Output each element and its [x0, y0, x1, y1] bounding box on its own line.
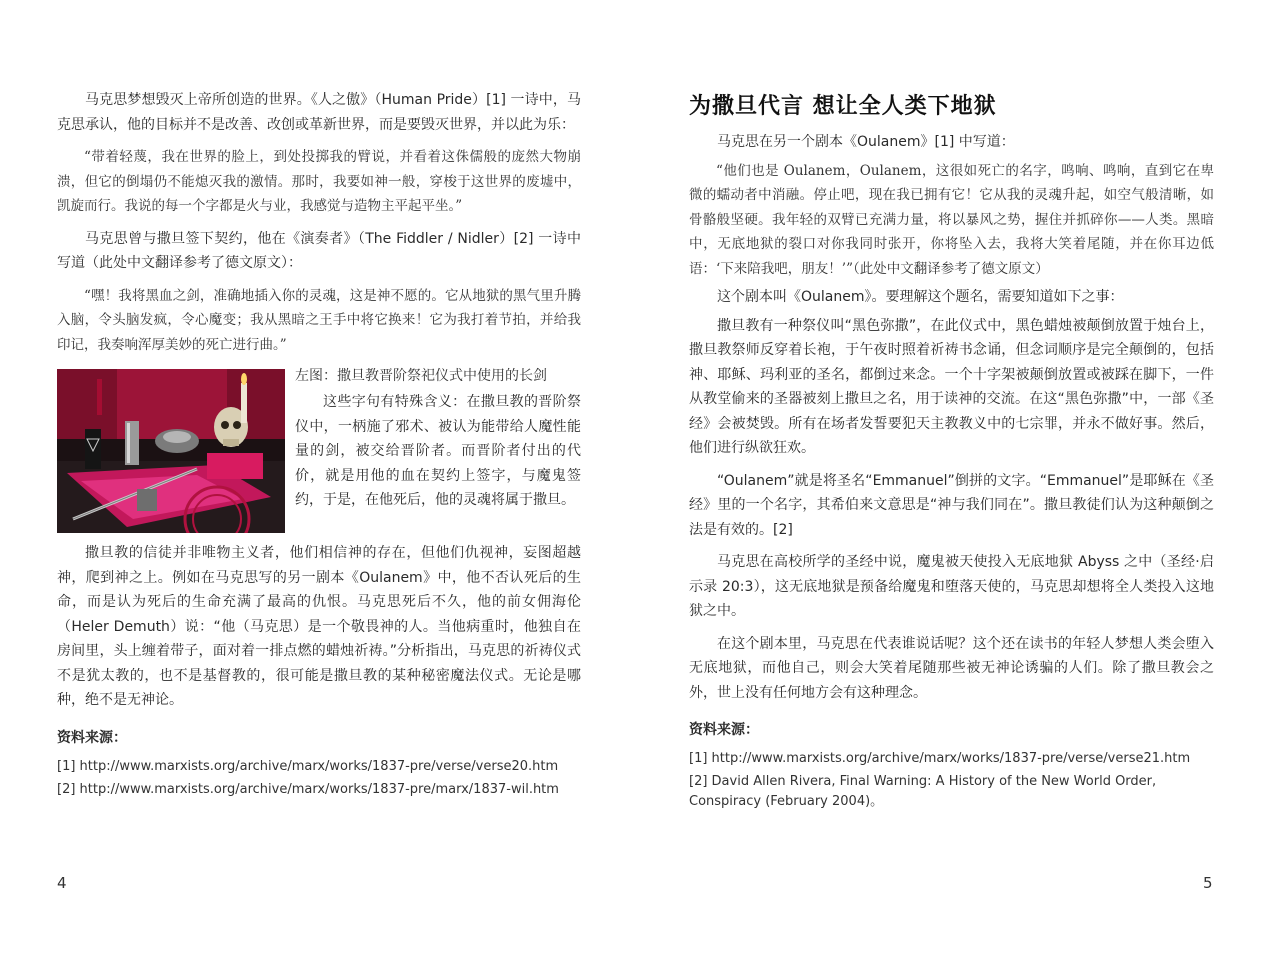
left-page: [0, 0, 632, 978]
source-link[interactable]: [2] http://www.marxists.org/archive/marx/works/1837-pre/marx/1837-wil.htm: [57, 781, 559, 797]
section-heading: 为撒旦代言 想让全人类下地狱: [689, 94, 997, 119]
paragraph: “Oulanem”就是将圣名“Emmanuel”倒拼的文字。“Emmanuel”是耶稣在《圣经》里的一个名字，其希伯来文意思是“神与我们同在”。撒旦教徒们认为这种颠倒之法是有效的。[2]: [689, 472, 1214, 538]
figure-side-text: [295, 365, 581, 533]
figure-caption: 左图：撒旦教晋阶祭祀仪式中使用的长剑: [295, 368, 547, 384]
right-page-content: [689, 88, 1214, 812]
sources-title: 资料来源：: [57, 729, 127, 746]
left-page-content: [57, 88, 581, 800]
paragraph: 马克思在高校所学的圣经中说，魔鬼被天使投入无底地狱 Abyss 之中（圣经·启示录 20:3），这无底地狱是预备给魔鬼和堕落天使的，马克思却想将全人类投入这地狱之中。: [689, 554, 1214, 619]
figure-block: [57, 365, 581, 533]
source-link[interactable]: [1] http://www.marxists.org/archive/marx/works/1837-pre/verse/verse21.htm: [689, 751, 1191, 766]
paragraph: 在这个剧本里，马克思在代表谁说话呢？这个还在读书的年轻人梦想人类会堕入无底地狱，而他自己，则会大笑着尾随那些被无神论诱骗的人们。除了撒旦教会之外，世上没有任何地方会有这种理念。: [689, 635, 1214, 701]
paragraph: 这个剧本叫《Oulanem》。要理解这个题名，需要知道如下之事：: [717, 289, 1124, 305]
page-number: 5: [1203, 874, 1213, 892]
source-reference: [2] David Allen Rivera, Final Warning: A History of the New World Order, Conspiracy (February 2004)。: [689, 774, 1157, 809]
paragraph: 马克思梦想毁灭上帝所创造的世界。《人之傲》（Human Pride）[1] 一诗中，马克思承认，他的目标并不是改善、改创或革新世界，而是要毁灭世界，并以此为乐：: [57, 92, 581, 133]
sources-title: 资料来源：: [689, 722, 759, 738]
poem-quote: “他们也是 Oulanem，Oulanem，这很如死亡的名字，鸣响、鸣响，直到它在卑微的蠕动者中消融。停止吧，现在我已拥有它！它从我的灵魂升起，如空气般清晰，如骨骼般坚硬。我年轻的双臂已充满力量，将以暴风之势，握住并抓碎你——人类。黑暗中，无底地狱的裂口对你我同时张开，你将坠入去，我将大笑着尾随，并在你耳边低语：‘下来陪我吧，朋友！’”（此处中文翻译参考了德文原文）: [689, 162, 1214, 277]
poem-quote: “嘿！我将黑血之剑，准确地插入你的灵魂，这是神不愿的。它从地狱的黑气里升腾入脑，令头脑发疯，令心魔变；我从黑暗之王手中将它换来！它为我打着节拍，并给我印记，我奏响浑厚美妙的死亡进行曲。”: [57, 287, 581, 353]
source-link[interactable]: [1] http://www.marxists.org/archive/marx/works/1837-pre/verse/verse20.htm: [57, 758, 559, 774]
ritual-sword-photo: [57, 369, 285, 533]
poem-quote: “带着轻蔑，我在世界的脸上，到处投掷我的臂说，并看着这侏儒般的庞然大物崩溃，但它的倒塌仍不能熄灭我的激情。那时，我要如神一般，穿梭于这世界的废墟中，凯旋而行。我说的每一个字都是火与业，我感觉与造物主平起平坐。”: [57, 149, 581, 214]
page-number: 4: [57, 874, 67, 892]
paragraph: 撒旦教有一种祭仪叫“黑色弥撒”，在此仪式中，黑色蜡烛被颠倒放置于烛台上，撒旦教祭师反穿着长袍，于午夜时照着祈祷书念诵，但念词顺序是完全颠倒的，包括神、耶稣、玛利亚的圣名，都倒过来念。一个十字架被颠倒放置或被踩在脚下，一件从教堂偷来的圣器被刻上撒旦之名，用于读神的交流。在这“黑色弥撒”中，一部《圣经》会被焚毁。所有在场者发誓要犯天主教教义中的七宗罪，并永不做好事。然后，他们进行纵欲狂欢。: [689, 317, 1214, 456]
paragraph: 这些字句有特殊含义：在撒旦教的晋阶祭仪中，一柄施了邪术、被认为能带给人魔性能量的剑，被交给晋阶者。而晋阶者付出的代价，就是用他的血在契约上签字，与魔鬼签约，于是，在他死后，他的灵魂将属于撒旦。: [295, 394, 581, 508]
paragraph: 撒旦教的信徒并非唯物主义者，他们相信神的存在，但他们仇视神，妄图超越神，爬到神之上。例如在马克思写的另一剧本《Oulanem》中，他不否认死后的生命，而是认为死后的生命充满了最高的仇恨。马克思死后不久，他的前女佣海伦（Heler Demuth）说：“他（马克思）是一个敬畏神的人。当他病重时，他独自在房间里，头上缠着带子，面对着一排点燃的蜡烛祈祷。”分析指出，马克思的祈祷仪式不是犹太教的，也不是基督教的，很可能是撒旦教的某种秘密魔法仪式。无论是哪种，绝不是无神论。: [57, 545, 581, 708]
right-page: [633, 0, 1265, 978]
paragraph: 马克思曾与撒旦签下契约，他在《演奏者》（The Fiddler / Nidler）[2] 一诗中写道（此处中文翻译参考了德文原文）：: [57, 230, 581, 271]
paragraph: 马克思在另一个剧本《Oulanem》[1] 中写道：: [717, 134, 1015, 150]
